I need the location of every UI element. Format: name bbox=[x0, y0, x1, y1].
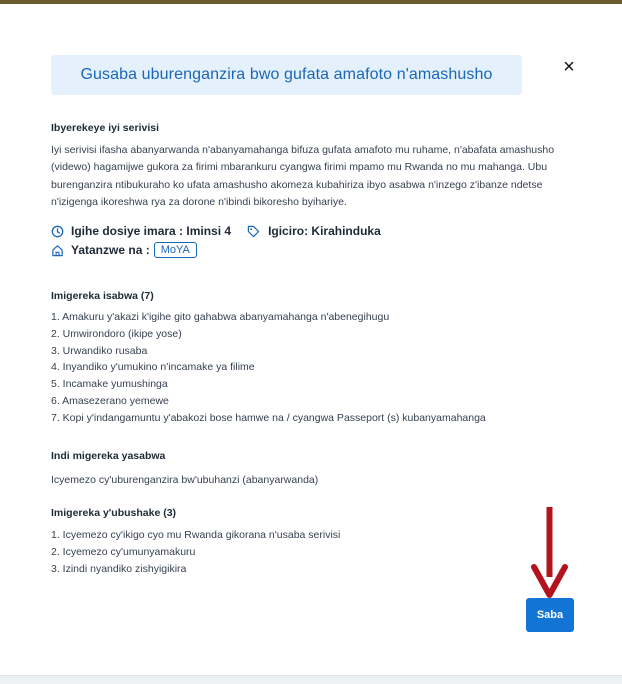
list-item: 1. Amakuru y'akazi k'igihe gito gahabwa abanyamahanga n'abenegihugu bbox=[51, 311, 390, 323]
meta-row-1 bbox=[51, 224, 381, 238]
optional-heading: Imigereka y'ubushake (3) bbox=[51, 507, 177, 519]
description-text: Iyi serivisi ifasha abanyarwanda n'abanyamahanga bifuza gufata amafoto mu ruhame, n'abafata amashusho (videwo) hagamijwe gukora za firimi mbarankuru cyangwa firimi mpamo mu Rwanda no mu mahanga. Ubu burenganzira ntibukuraho ko ufata amashusho akomeza kubahiriza ibyo asabwa n'inzego z'ibanze ndetse n'izigenga ikoreshwa rya za dorone n'ibindi bikoresho byihariye. bbox=[51, 144, 555, 208]
list-item: 5. Incamake yumushinga bbox=[51, 378, 168, 391]
duration-text: Igihe dosiye imara : Iminsi 4 bbox=[71, 224, 232, 238]
price-text: Igiciro: Kirahinduka bbox=[268, 224, 381, 238]
list-item: 4. Inyandiko y'umukino n'incamake ya filime bbox=[51, 361, 255, 374]
down-arrow-icon bbox=[528, 507, 572, 605]
provider-label: Yatanzwe na : bbox=[71, 243, 150, 257]
other-requirements-heading: Indi migereka yasabwa bbox=[51, 450, 166, 462]
description-heading: Ibyerekeye iyi serivisi bbox=[51, 122, 159, 134]
optional-list bbox=[51, 527, 340, 577]
close-button[interactable] bbox=[558, 56, 580, 78]
price-tag-icon bbox=[247, 225, 260, 238]
list-item: 2. Icyemezo cy'umunyamakuru bbox=[51, 545, 196, 558]
close-icon: × bbox=[563, 55, 575, 78]
list-item: 3. Urwandiko rusaba bbox=[51, 344, 148, 357]
list-item: 1. Icyemezo cy'ikigo cyo mu Rwanda gikorana n'usaba serivisi bbox=[51, 529, 341, 541]
service-modal bbox=[0, 4, 622, 676]
requirements-list bbox=[51, 309, 486, 427]
other-requirements-text: Icyemezo cy'uburenganzira bw'ubuhanzi (abanyarwanda) bbox=[51, 474, 319, 486]
modal-title: Gusaba uburenganzira bwo gufata amafoto n'amashusho bbox=[80, 66, 493, 83]
submit-button[interactable]: Saba bbox=[526, 598, 574, 632]
requirements-heading: Imigereka isabwa (7) bbox=[51, 290, 154, 302]
provider-badge: MoYA bbox=[154, 242, 197, 258]
list-item: 2. Umwirondoro (ikipe yose) bbox=[51, 327, 182, 340]
modal-title-box bbox=[51, 55, 522, 95]
bottom-border bbox=[0, 675, 622, 684]
list-item: 7. Kopi y'indangamuntu y'abakozi bose hamwe na / cyangwa Passeport (s) kubanyamahanga bbox=[51, 411, 486, 424]
list-item: 6. Amasezerano yemewe bbox=[51, 394, 169, 407]
meta-row-2 bbox=[51, 242, 197, 258]
home-icon bbox=[51, 244, 64, 257]
clock-icon bbox=[51, 225, 64, 238]
list-item: 3. Izindi nyandiko zishyigikira bbox=[51, 562, 187, 575]
